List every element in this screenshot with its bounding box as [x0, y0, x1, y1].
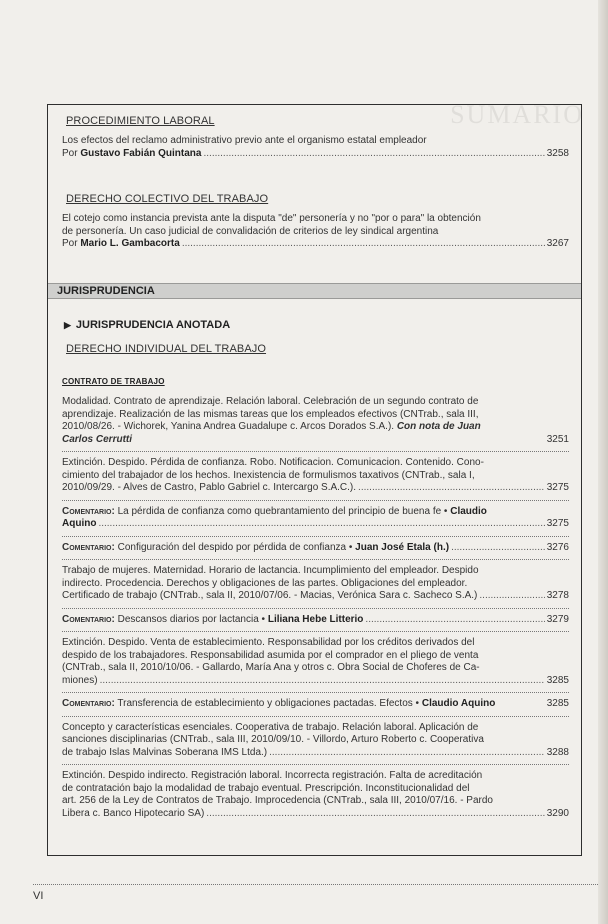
- comment-title: Descansos diarios por lactancia •: [117, 613, 266, 625]
- topic-heading[interactable]: CONTRATO DE TRABAJO: [62, 377, 165, 386]
- dotted-separator: [62, 559, 569, 560]
- entry-line: Extinción. Despido. Venta de establecimiento. Responsabilidad por los créditos derivados del: [62, 637, 475, 648]
- comment-item[interactable]: [62, 614, 569, 627]
- section-procedimiento: [62, 115, 569, 160]
- summary-frame: [47, 104, 582, 856]
- comment-label: Comentario:: [62, 613, 115, 625]
- leader-dots: [100, 675, 545, 688]
- leader-dots: [365, 614, 544, 627]
- dotted-separator: [62, 764, 569, 765]
- article-entry[interactable]: [62, 213, 569, 251]
- subsection-heading[interactable]: [64, 319, 569, 331]
- triangle-bullet-icon: ▶: [64, 320, 71, 330]
- comment-title: Transferencia de establecimiento y obligaciones pactadas. Efectos •: [117, 698, 420, 709]
- dotted-separator: [62, 716, 569, 717]
- article-title: Los efectos del reclamo administrativo previo ante el organismo estatal empleador: [62, 135, 427, 146]
- jurisprudencia-anotada: [62, 319, 569, 331]
- leader-dots: [203, 148, 544, 161]
- subsection-label: JURISPRUDENCIA ANOTADA: [75, 319, 231, 331]
- page-number: 3251: [546, 433, 569, 445]
- entry-line: Extinción. Despido. Pérdida de confianza. Robo. Notificacion. Comunicacion. Contenido. Cono-: [62, 457, 484, 468]
- list-item[interactable]: [62, 457, 569, 495]
- entry-line: Libera c. Banco Hipotecario SA): [62, 807, 205, 819]
- page-number: 3288: [546, 746, 569, 758]
- page-number: 3279: [546, 613, 569, 625]
- entry-line: Concepto y características esenciales. Cooperativa de trabajo. Relación laboral. Aplicación de: [62, 721, 479, 733]
- leader-dots: [98, 518, 544, 531]
- section-heading-individual[interactable]: DERECHO INDIVIDUAL DEL TRABAJO: [66, 343, 267, 355]
- entry-line: de trabajo Islas Malvinas Soberana IMS Ltda.): [62, 746, 268, 758]
- section-colectivo: [62, 193, 569, 251]
- note-author: Carlos Cerrutti: [62, 433, 133, 445]
- band-label: JURISPRUDENCIA: [57, 285, 155, 297]
- article-entry[interactable]: [62, 135, 569, 160]
- entry-line: de contratación bajo la modalidad de trabajo eventual. Prescripción. Inconstitucionalidad del: [62, 782, 470, 794]
- dotted-separator: [62, 631, 569, 632]
- comment-author: Juan José Etala (h.): [355, 541, 450, 553]
- comment-label: Comentario:: [62, 505, 115, 517]
- entry-line: cimiento del trabajador de los hechos. Inexistencia de formulismos taxativos (CNTrab., sala I,: [62, 469, 475, 481]
- page-edge: [598, 0, 608, 924]
- list-item[interactable]: [62, 770, 569, 820]
- page-number: 3275: [546, 482, 569, 493]
- entry-line: despido de los trabajadores. Responsabilidad asumida por el comprador en el pliego de venta: [62, 649, 479, 661]
- page-number: 3285: [546, 698, 569, 709]
- entry-line: 2010/08/26. - Wichorek, Yanina Andrea Guadalupe c. Arcos Dorados S.A.).: [62, 421, 395, 432]
- dotted-separator: [62, 536, 569, 537]
- page-number: 3290: [546, 807, 569, 819]
- footer-rule: [33, 884, 598, 885]
- entry-line: aprendizaje. Realización de las mismas tareas que los empleados efectivos (CNTrab., sala III,: [62, 408, 479, 420]
- entry-line: Extinción. Despido indirecto. Registración laboral. Incorrecta registración. Falta de acreditación: [62, 770, 483, 781]
- list-item[interactable]: [62, 637, 569, 687]
- comment-title: La pérdida de confianza como quebrantamiento del principio de buena fe •: [117, 505, 448, 517]
- entry-line: (CNTrab., sala II, 2010/10/06. - Gallardo, María Ana y otros c. Obra Social de Choferes de Ca-: [62, 662, 480, 673]
- por-label: Por: [62, 238, 78, 249]
- section-band: [48, 283, 581, 299]
- section-individual: [62, 343, 569, 363]
- por-label: Por: [62, 147, 78, 159]
- dotted-separator: [62, 500, 569, 501]
- comment-item[interactable]: [62, 506, 569, 531]
- comment-author: Claudio: [450, 505, 487, 517]
- section-heading-procedimiento[interactable]: PROCEDIMIENTO LABORAL: [66, 115, 215, 127]
- comment-author: Liliana Hebe Litterio: [267, 613, 364, 625]
- leader-dots: [182, 238, 545, 251]
- entries-list: [62, 396, 569, 820]
- comment-label: Comentario:: [62, 698, 115, 709]
- footer-page-number: VI: [33, 890, 44, 902]
- comment-item[interactable]: [62, 698, 569, 711]
- comment-label: Comentario:: [62, 541, 115, 553]
- page-number: 3276: [546, 541, 569, 553]
- article-author: Gustavo Fabián Quintana: [80, 147, 202, 159]
- entry-line: 2010/09/29. - Alves de Castro, Pablo Gabriel c. Intercargo S.A.C.).: [62, 482, 357, 493]
- list-item[interactable]: [62, 396, 569, 446]
- leader-dots: [206, 808, 544, 821]
- page-number: 3285: [546, 674, 569, 686]
- dotted-separator: [62, 451, 569, 452]
- article-title-line: El cotejo como instancia prevista ante la disputa "de" personería y no "por o para" la obtención: [62, 213, 481, 224]
- comment-author: Claudio Aquino: [421, 698, 496, 709]
- dotted-separator: [62, 608, 569, 609]
- leader-dots: [269, 747, 545, 760]
- dotted-separator: [62, 692, 569, 693]
- comment-author: Aquino: [62, 518, 97, 529]
- page-number: 3267: [546, 238, 569, 249]
- article-author: Mario L. Gambacorta: [80, 238, 180, 249]
- comment-item[interactable]: [62, 542, 569, 555]
- comment-title: Configuración del despido por pérdida de confianza •: [117, 541, 353, 553]
- contrato-heading-block: [62, 377, 569, 386]
- bleed-through-text: SUMARIO: [450, 100, 584, 129]
- list-item[interactable]: [62, 722, 569, 760]
- entry-line: indirecto. Procedencia. Derechos y obligaciones de las partes. Obligaciones del empleador.: [62, 577, 468, 589]
- entry-line: art. 256 de la Ley de Contratos de Trabajo. Improcedencia (CNTrab., sala III, 2010/07/16. - Pardo: [62, 795, 493, 806]
- entry-line: Modalidad. Contrato de aprendizaje. Relación laboral. Celebración de un segundo contrato de: [62, 396, 479, 407]
- entry-line: miones): [62, 674, 98, 686]
- leader-dots: [479, 590, 544, 603]
- leader-dots: [451, 542, 545, 555]
- section-heading-colectivo[interactable]: DERECHO COLECTIVO DEL TRABAJO: [66, 193, 269, 205]
- article-title-line: de personería. Un caso judicial de convalidación de criterios de ley sindical argentina: [62, 225, 439, 237]
- entry-line: Certificado de trabajo (CNTrab., sala II, 2010/07/06. - Macias, Verónica Sara c. Sacheco S.A.): [62, 590, 478, 601]
- list-item[interactable]: [62, 565, 569, 603]
- page-number: 3275: [546, 518, 569, 529]
- note-author: Con nota de Juan: [396, 421, 481, 432]
- entry-line: Trabajo de mujeres. Maternidad. Horario de lactancia. Incumplimiento del empleador. Despido: [62, 565, 479, 576]
- leader-dots: [358, 482, 545, 495]
- entry-line: sanciones disciplinarias (CNTrab., sala III, 2010/09/10. - Villordo, Arturo Roberto c. Cooperativa: [62, 734, 484, 745]
- page-number: 3258: [546, 147, 569, 159]
- page-number: 3278: [546, 590, 569, 601]
